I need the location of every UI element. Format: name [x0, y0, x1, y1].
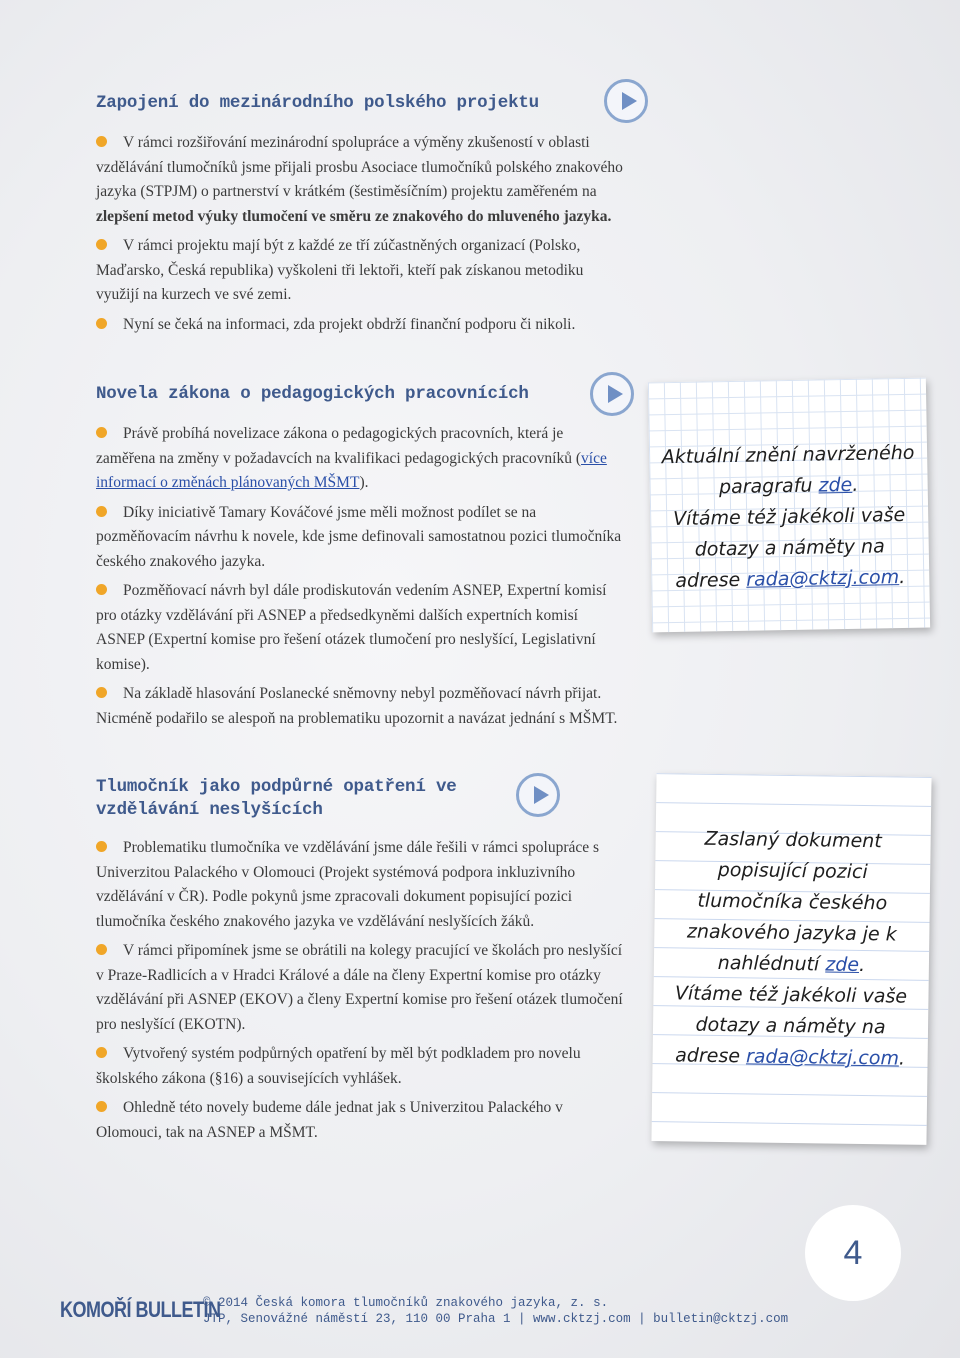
- more-info-link[interactable]: více informací o změnách plánovaných MŠMT: [96, 449, 607, 491]
- section-title: Tlumočník jako podpůrné opatření ve vzdělávání neslyšících: [96, 777, 457, 820]
- paragraph-link[interactable]: zde: [818, 473, 853, 497]
- section-polish-project: [96, 92, 626, 342]
- list-item: Nyní se čeká na informaci, zda projekt obdrží finanční podporu či nikoli.: [96, 313, 626, 338]
- bullet-icon: [96, 239, 107, 250]
- list-item: Na základě hlasování Poslanecké sněmovny nebyl pozměňovací návrh přijat. Nicméně podařilo se alespoň na problematiku upozornit a navázat jednání s MŠMT.: [96, 685, 618, 727]
- bullet-icon: [96, 506, 107, 517]
- section-interpreter-education: [96, 776, 626, 1150]
- note-card-document: [651, 773, 931, 1145]
- play-icon[interactable]: [604, 79, 648, 123]
- note-card-amendment: [648, 378, 930, 633]
- bullet-list: [96, 131, 626, 337]
- bullet-icon: [96, 687, 107, 698]
- bullet-icon: [96, 318, 107, 329]
- note-text: Zaslaný dokument popisující pozici tlumočníka českého znakového jazyka je k nahlédnutí zde. Vítáme též jakékoli vaše dotazy a náměty na adrese rada@cktzj.com.: [674, 827, 908, 1070]
- section-amendment: [96, 383, 626, 736]
- footer-contact: JTP, Senovážné náměstí 23, 110 00 Praha 1 | www.cktzj.com | bulletin@cktzj.com: [203, 1312, 789, 1326]
- bullet-icon: [96, 1101, 107, 1112]
- note-text: Aktuální znění navrženého paragrafu zde. Vítáme též jakékoli vaše dotazy a náměty na adrese rada@cktzj.com.: [661, 441, 915, 592]
- page-number: 4: [805, 1205, 901, 1301]
- bullet-icon: [96, 1047, 107, 1058]
- section-title: Zapojení do mezinárodního polského projektu: [96, 93, 539, 113]
- list-item: Vytvořený systém podpůrných opatření by měl být podkladem pro novelu školského zákona (§16) a souvisejících vyhlášek.: [96, 1045, 581, 1087]
- list-item: Díky iniciativě Tamary Kováčové jsme měli možnost podílet se na pozměňovacím návrhu k novele, kde jsme definovali samostatnou pozici tlumočníka českého znakového jazyka.: [96, 503, 622, 570]
- section-title: Novela zákona o pedagogických pracovnících: [96, 384, 529, 404]
- play-icon[interactable]: [516, 773, 560, 817]
- bullet-icon: [96, 427, 107, 438]
- bullet-icon: [96, 136, 107, 147]
- list-item: V rámci projektu mají být z každé ze tří zúčastněných organizací (Polsko, Maďarsko, Česká republika) vyškoleni tři lektoři, kteří pak získanou metodiku využijí na kurzech ve své zemi.: [96, 237, 584, 303]
- list-item: V rámci rozšiřování mezinárodní spolupráce a výměny zkušeností v oblasti vzdělávání tlumočníků jsme přijali prosbu Asociace tlumočníků polského znakového jazyka (STPJM) o partnerství v krátkém (šestiměsíčním) projektu zaměřeném na zlepšení metod výuky tlumočení ve směru ze znakového do mluveného jazyka.: [96, 134, 623, 225]
- email-link[interactable]: rada@cktzj.com: [746, 566, 900, 591]
- bulletin-logo: KOMOŘÍ BULLETIN: [60, 1297, 221, 1322]
- footer-copyright: © 2014 Česká komora tlumočníků znakového jazyka, z. s.: [203, 1296, 609, 1310]
- bullet-icon: [96, 584, 107, 595]
- document-link[interactable]: zde: [825, 953, 860, 976]
- list-item: Ohledně této novely budeme dále jednat jak s Univerzitou Palackého v Olomouci, tak na ASNEP a MŠMT.: [96, 1099, 563, 1141]
- play-icon[interactable]: [590, 372, 634, 416]
- list-item: Pozměňovací návrh byl dále prodiskutován vedením ASNEP, Expertní komisí pro otázky vzdělávání při ASNEP a předsedkyněmi dalších expertních komisí ASNEP (Expertní komise pro řešení otázek tlumočení pro neslyšící, Legislativní komise).: [96, 582, 607, 673]
- email-link[interactable]: rada@cktzj.com: [745, 1045, 900, 1070]
- list-item: Právě probíhá novelizace zákona o pedagogických pracovních, která je zaměřena na změny v požadavcích na kvalifikaci pedagogických pracovníků (více informací o změnách plánovaných MŠMT).: [96, 425, 607, 491]
- list-item: V rámci připomínek jsme se obrátili na kolegy pracující ve školách pro neslyšící v Praze-Radlicích a v Hradci Králové a dále na členy Expertní komise pro otázky vzdělávání při ASNEP (EKOV) a členy Expertní komise pro řešení otázek tlumočení pro neslyšící (EKOTN).: [96, 942, 623, 1033]
- bullet-list: [96, 422, 626, 731]
- bullet-icon: [96, 841, 107, 852]
- list-item: Problematiku tlumočníka ve vzdělávání jsme dále řešili v rámci spolupráce s Univerzitou Palackého v Olomouci (Projekt systémová podpora inkluzivního vzdělávání v ČR). Podle pokynů jsme zpracovali dokument popisující pozici tlumočníka českého znakového jazyka ve vzdělávání neslyšících žáků.: [96, 839, 600, 930]
- bullet-list: [96, 836, 626, 1145]
- bullet-icon: [96, 944, 107, 955]
